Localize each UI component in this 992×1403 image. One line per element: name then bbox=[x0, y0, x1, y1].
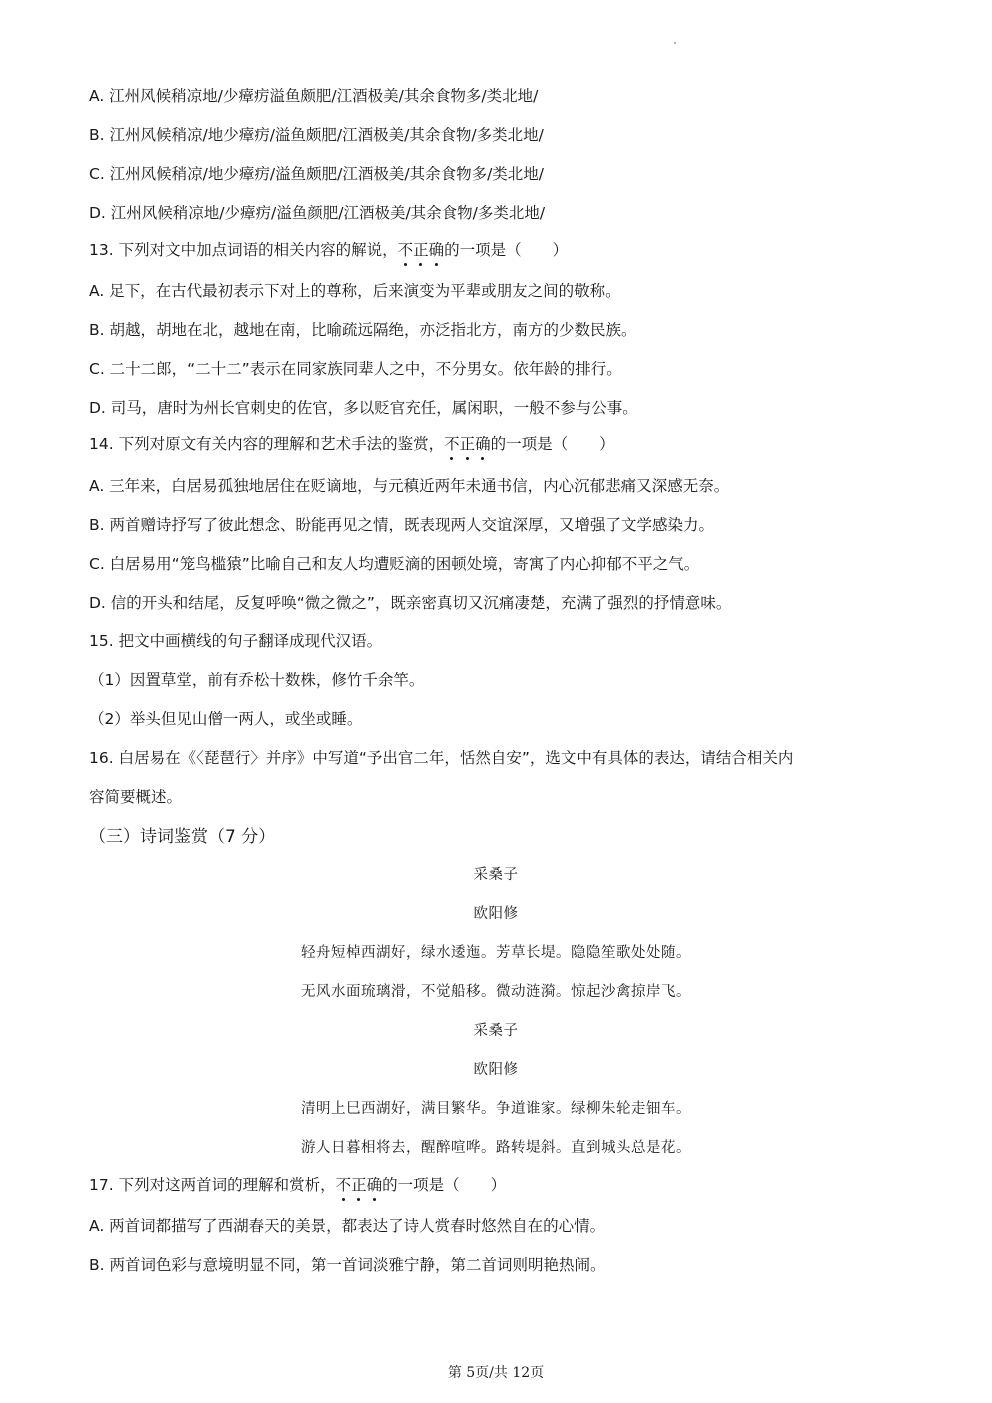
q14-option-b[interactable]: B. 两首赠诗抒写了彼此想念、盼能再见之情，既表现两人交谊深厚，又增强了文学感染力。 bbox=[89, 516, 714, 534]
page-speck bbox=[674, 42, 676, 44]
q15-item-1: （1）因置草堂，前有乔松十数株，修竹千余竿。 bbox=[89, 671, 425, 689]
poem2-line: 游人日暮相将去，醒醉喧哗。路转堤斜。直到城头总是花。 bbox=[301, 1140, 691, 1156]
q15-item-2: （2）举头但见山僧一两人，或坐或睡。 bbox=[89, 710, 363, 728]
q12-option-c[interactable]: C. 江州风候稍凉/地少瘴疠/溢鱼颇肥/江酒极美/其余食物多/类北地/ bbox=[89, 165, 545, 183]
poem2-title: 采桑子 bbox=[473, 1023, 519, 1039]
q13-dotted-char: 确 bbox=[428, 241, 445, 259]
q14-stem bbox=[89, 434, 615, 454]
poem2-author: 欧阳修 bbox=[473, 1062, 519, 1078]
poem1-title: 采桑子 bbox=[473, 867, 519, 883]
q13-stem bbox=[89, 240, 568, 260]
q13-dotted-char: 不 bbox=[397, 241, 414, 259]
q14-dotted-char: 不 bbox=[444, 435, 460, 453]
q12-option-a[interactable]: A. 江州风候稍凉地/少瘴疠溢鱼颇肥/江酒极美/其余食物多/类北地/ bbox=[89, 87, 539, 105]
q17-option-a[interactable]: A. 两首词都描写了西湖春天的美景，都表达了诗人赏春时悠然自在的心情。 bbox=[89, 1217, 606, 1235]
q17-dotted-char: 正 bbox=[351, 1176, 367, 1194]
q16-stem-line2: 容简要概述。 bbox=[89, 788, 183, 806]
q17-dotted-char: 确 bbox=[366, 1176, 383, 1194]
q13-option-b[interactable]: B. 胡越，胡地在北，越地在南，比喻疏远隔绝，亦泛指北方，南方的少数民族。 bbox=[89, 321, 637, 339]
q14-option-a[interactable]: A. 三年来，白居易孤独地居住在贬谪地，与元稹近两年未通书信，内心沉郁悲痛又深感无奈。 bbox=[89, 477, 730, 495]
q13-option-d[interactable]: D. 司马，唐时为州长官刺史的佐官，多以贬官充任，属闲职，一般不参与公事。 bbox=[89, 399, 638, 417]
q13-stem-before: 13. 下列对文中加点词语的相关内容的解说， bbox=[89, 241, 398, 259]
q16-stem-line1: 16. 白居易在《〈琵琶行〉并序》中写道“予出官二年，恬然自安”，选文中有具体的表达，请结合相关内 bbox=[89, 749, 794, 767]
q13-option-a[interactable]: A. 足下，在古代最初表示下对上的尊称，后来演变为平辈或朋友之间的敬称。 bbox=[89, 282, 621, 300]
q14-stem-after: 的一项是（ ） bbox=[490, 435, 615, 453]
poem2-line: 清明上巳西湖好，满目繁华。争道谁家。绿柳朱轮走钿车。 bbox=[301, 1101, 691, 1117]
q14-option-d[interactable]: D. 信的开头和结尾，反复呼唤“微之微之”，既亲密真切又沉痛凄楚，充满了强烈的抒情意味。 bbox=[89, 594, 732, 612]
q14-option-c[interactable]: C. 白居易用“笼鸟槛猿”比喻自己和友人均遭贬滴的困顿处境，寄寓了内心抑郁不平之气。 bbox=[89, 555, 700, 573]
q14-dotted-char: 正 bbox=[459, 435, 476, 453]
q14-dotted-char: 确 bbox=[475, 435, 491, 453]
q17-dotted-char: 不 bbox=[335, 1176, 352, 1194]
poem1-line: 轻舟短棹西湖好，绿水逶迤。芳草长堤。隐隐笙歌处处随。 bbox=[301, 945, 691, 961]
q14-stem-before: 14. 下列对原文有关内容的理解和艺术手法的鉴赏， bbox=[89, 435, 445, 453]
q17-stem-before: 17. 下列对这两首词的理解和赏析， bbox=[89, 1176, 336, 1194]
q17-stem bbox=[89, 1175, 506, 1195]
section-title: （三）诗词鉴赏（7 分） bbox=[89, 827, 276, 847]
page-number-footer: 第 5页/共 12页 bbox=[447, 1365, 545, 1381]
q17-stem-after: 的一项是（ ） bbox=[382, 1176, 507, 1194]
q12-option-b[interactable]: B. 江州风候稍凉/地少瘴疠/溢鱼颇肥/江酒极美/其余食物/多类北地/ bbox=[89, 126, 544, 144]
poem1-author: 欧阳修 bbox=[473, 906, 519, 922]
poem1-line: 无风水面琉璃滑，不觉船移。微动涟漪。惊起沙禽掠岸飞。 bbox=[301, 984, 691, 1000]
q13-option-c[interactable]: C. 二十二郎，“二十二”表示在同家族同辈人之中，不分男女。依年龄的排行。 bbox=[89, 360, 622, 378]
q12-option-d[interactable]: D. 江州风候稍凉地/少瘴疠/溢鱼颜肥/江酒极美/其余食物/多类北地/ bbox=[89, 204, 546, 222]
q17-option-b[interactable]: B. 两首词色彩与意境明显不同，第一首词淡雅宁静，第二首词则明艳热闹。 bbox=[89, 1256, 606, 1274]
q13-stem-after: 的一项是（ ） bbox=[444, 241, 569, 259]
q15-stem: 15. 把文中画横线的句子翻译成现代汉语。 bbox=[89, 632, 383, 650]
q13-dotted-char: 正 bbox=[413, 241, 429, 259]
